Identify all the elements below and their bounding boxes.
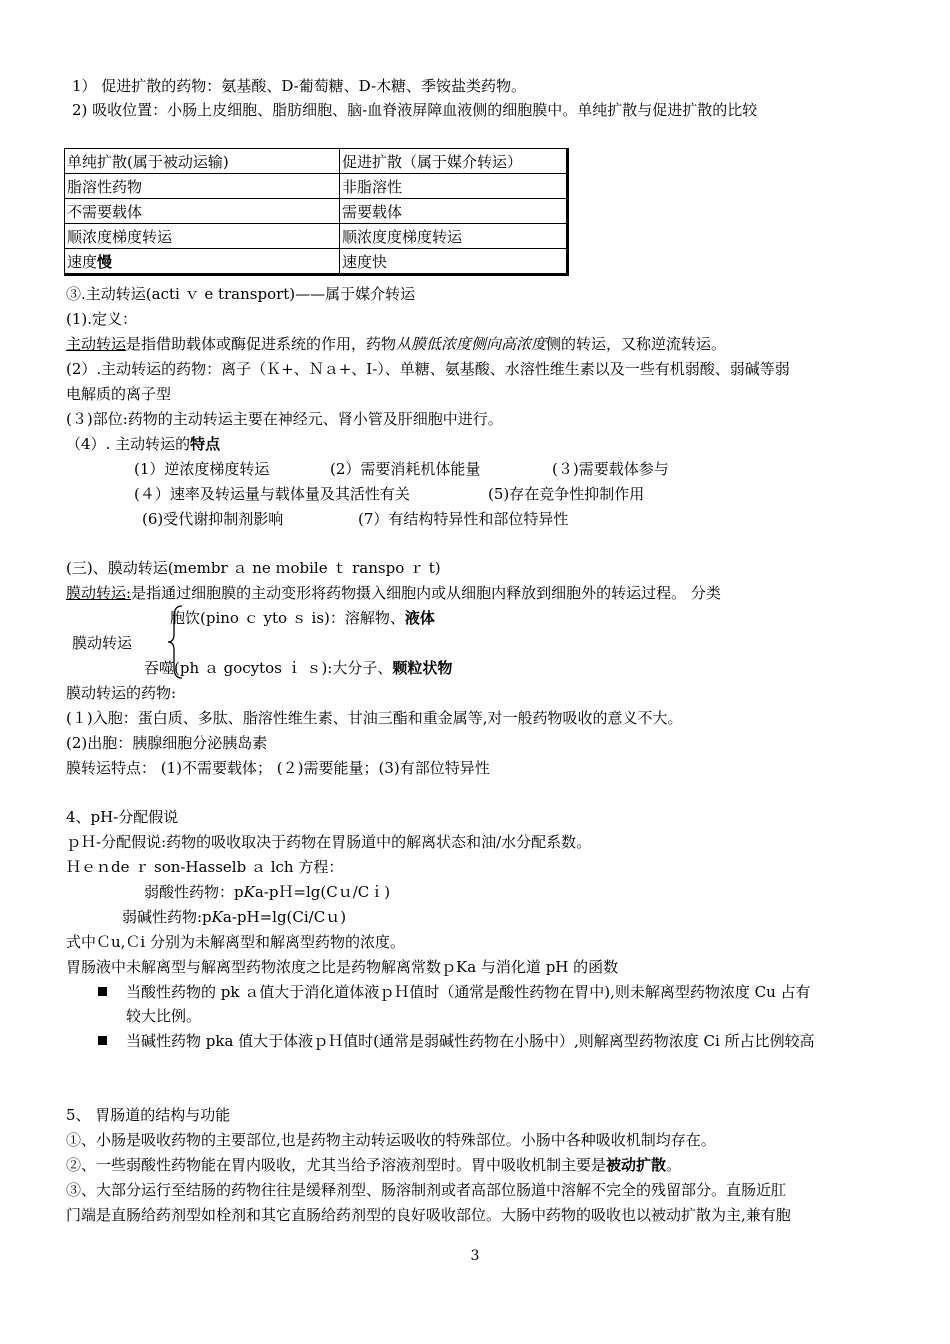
pinocytosis-bold: 液体 xyxy=(404,609,435,627)
line-definition-label: (1).定义： xyxy=(66,310,138,328)
features-bold: 特点 xyxy=(190,435,221,453)
formula-text: 弱酸性药物：p xyxy=(144,883,244,901)
feature-item: (1）逆浓度梯度转运 xyxy=(134,460,270,478)
table-row xyxy=(65,199,568,224)
line-cu-ci-definition: 式中Ｃu,Ｃi 分别为未解离型和解离型药物的浓度。 xyxy=(66,933,405,951)
line-ionized-form: 电解质的离子型 xyxy=(66,385,172,403)
table-row xyxy=(65,149,568,174)
line-features-heading xyxy=(66,434,220,454)
table-cell: 需要载体 xyxy=(340,199,568,224)
table-row xyxy=(65,174,568,199)
line-colon: ③、大部分运行至结肠的药物往往是缓释剂型、肠溶制剂或者高部位肠道中溶解不完全的残留部分。直肠近肛 xyxy=(66,1181,787,1199)
table-cell: 单纯扩散(属于被动运输) xyxy=(65,149,340,174)
feature-item: (2）需要消耗机体能量 xyxy=(330,460,481,478)
heading-membrane-transport: (三)、膜动转运(membr ａ ne ｍobile ｔ ranspo ｒ t) xyxy=(66,559,441,577)
formula-italic: K xyxy=(243,883,255,901)
feature-item: (7）有结构特异性和部位特异性 xyxy=(358,510,569,528)
line-membrane-transport-definition xyxy=(66,583,721,603)
formula-weak-base xyxy=(122,907,346,927)
bullet-acidic-drug-cont: 较大比例。 xyxy=(126,1007,202,1025)
heading-ph-partition: 4、pH-分配假说 xyxy=(66,808,179,826)
definition-text: 是指通过细胞膜的主动变形将药物摄入细胞内或从细胞内释放到细胞外的转运过程。 分类 xyxy=(131,584,721,602)
square-bullet-icon xyxy=(98,1036,107,1045)
feature-item: (３)需要载体参与 xyxy=(552,460,669,478)
line-henderson-equation: Ｈｅｎde ｒ son-Hasselb ａ lch 方程： xyxy=(66,858,344,876)
table-cell: 顺浓度度梯度转运 xyxy=(340,224,568,249)
line-pinocytosis xyxy=(170,608,435,628)
square-bullet-icon xyxy=(98,987,107,996)
table-cell: 速度快 xyxy=(340,249,568,275)
table-cell xyxy=(65,249,340,275)
table-cell: 顺浓度梯度转运 xyxy=(65,224,340,249)
line-promoted-diffusion-drugs: 1） 促进扩散的药物：氨基酸、D-葡萄糖、D-木糖、季铵盐类药物。 xyxy=(72,77,527,95)
line-rectum: 门端是直肠给药剂型如栓剂和其它直肠给药剂型的良好吸收部位。大肠中药物的吸收也以被动扩散为主,兼有胞 xyxy=(66,1206,791,1224)
line-endocytosis: (１)入胞：蛋白质、多肽、脂溶性维生素、甘油三酯和重金属等,对一般药物吸收的意义不大。 xyxy=(66,709,683,727)
cell-bold-text: 慢 xyxy=(97,252,113,271)
line-active-transport-drugs: (2）.主动转运的药物：离子（Ｋ+、Ｎａ+、I-）、单糖、氨基酸、水溶性维生素以及一些有机弱酸、弱碱等弱 xyxy=(66,360,790,378)
line-exocytosis: (2)出胞：胰腺细胞分泌胰岛素 xyxy=(66,734,268,752)
line-stomach xyxy=(66,1155,681,1175)
line-membrane-drugs: 膜动转运的药物: xyxy=(66,684,177,702)
table-row xyxy=(65,224,568,249)
feature-item: (6)受代谢抑制剂影响 xyxy=(142,510,284,528)
line-ratio-function: 胃肠液中未解离型与解离型药物浓度之比是药物解离常数ｐKa 与消化道 pH 的函数 xyxy=(66,958,619,976)
line-ph-hypothesis: ｐＨ-分配假说:药物的吸收取决于药物在胃肠道中的解离状态和油/水分配系数。 xyxy=(66,833,592,851)
table-cell: 脂溶性药物 xyxy=(65,174,340,199)
formula-weak-acid xyxy=(144,882,390,902)
label-membrane-transport: 膜动转运 xyxy=(72,634,133,652)
phagocytosis-text: 吞噬(ph ａ gocytos ｉ ｓ):大分子、 xyxy=(144,659,393,677)
line-active-transport-definition xyxy=(66,334,726,354)
features-label: （4）. 主动转运的 xyxy=(66,435,191,453)
table-cell: 非脂溶性 xyxy=(340,174,568,199)
definition-text: 是指借助载体或酶促进系统的作用，药物 xyxy=(126,335,397,353)
definition-text-end: 侧的转运，又称逆流转运。 xyxy=(546,335,727,353)
bullet-acidic-drug: 当酸性药物的 pk ａ值大于消化道体液ｐＨ值时（通常是酸性药物在胃中),则未解离型药物浓度 Cu 占有 xyxy=(126,983,811,1001)
feature-item: (5)存在竞争性抑制作用 xyxy=(488,485,645,503)
definition-italic-text: 从膜低浓度侧向高浓度 xyxy=(396,335,547,353)
line-small-intestine: ①、小肠是吸收药物的主要部位,也是药物主动转运吸收的特殊部位。小肠中各种吸收机制均存在。 xyxy=(66,1131,716,1149)
phagocytosis-bold: 颗粒状物 xyxy=(392,659,453,677)
table-row xyxy=(65,249,568,275)
line-site: (３)部位:药物的主动转运主要在神经元、肾小管及肝细胞中进行。 xyxy=(66,410,503,428)
feature-item: (４）速率及转运量与载体量及其活性有关 xyxy=(134,485,410,503)
pinocytosis-text: 胞饮(pino ｃ yto ｓ is)：溶解物、 xyxy=(170,609,405,627)
line-absorption-location: 2) 吸收位置：小肠上皮细胞、脂肪细胞、脑-血脊液屏障血液侧的细胞膜中。单纯扩散与促进扩散的比较 xyxy=(72,101,758,119)
term-active-transport: 主动转运 xyxy=(66,335,127,353)
heading-active-transport: ③.主动转运(acti ｖ e transport)——属于媒介转运 xyxy=(66,285,416,303)
table-cell: 促进扩散（属于媒介转运） xyxy=(340,149,568,174)
comparison-table xyxy=(64,148,569,276)
formula-text: 弱碱性药物:p xyxy=(122,908,212,926)
bullet-basic-drug: 当碱性药物 pka 值大于体液ｐＨ值时(通常是弱碱性药物在小肠中）,则解离型药物浓度 Ci 所占比例较高 xyxy=(126,1032,815,1050)
stomach-text: ②、一些弱酸性药物能在胃内吸收，尤其当给予溶液剂型时。胃中吸收机制主要是 xyxy=(66,1156,607,1174)
stomach-bold: 被动扩散 xyxy=(606,1156,667,1174)
line-phagocytosis xyxy=(144,658,452,678)
formula-italic: K xyxy=(211,908,223,926)
formula-text-end: a-pＨ=lg(Cｕ/Cｉ) xyxy=(254,883,391,901)
term-membrane-transport: 膜动转运: xyxy=(66,584,132,602)
formula-text-end: a-pH=lg(Ci/Cｕ) xyxy=(222,908,347,926)
line-membrane-features: 膜转运特点： (1)不需要载体； (２)需要能量；(3)有部位特异性 xyxy=(66,759,490,777)
cell-text: 速度 xyxy=(67,252,98,271)
stomach-text-end: 。 xyxy=(666,1156,682,1174)
table-cell: 不需要载体 xyxy=(65,199,340,224)
page-number: 3 xyxy=(470,1248,480,1264)
heading-gi-structure: 5、 胃肠道的结构与功能 xyxy=(66,1106,231,1124)
